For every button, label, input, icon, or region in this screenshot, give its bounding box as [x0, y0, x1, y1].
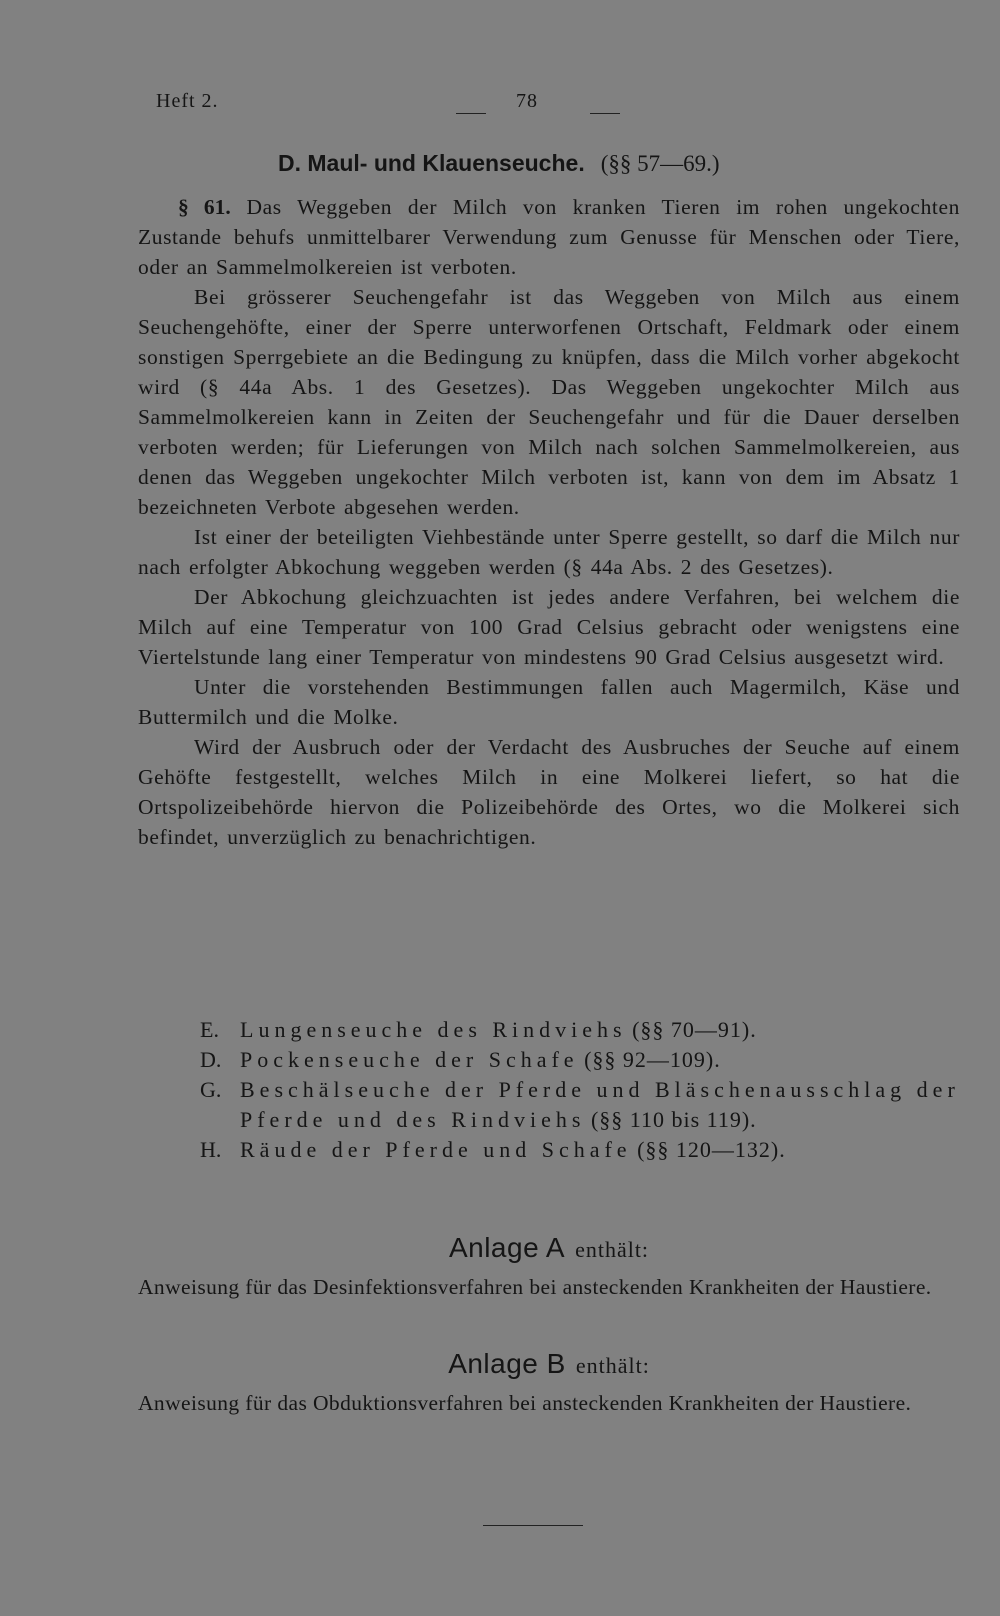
appendix-b [138, 1348, 960, 1418]
appendix-description: Anweisung für das Obduktionsverfahren bei ansteckenden Krankheiten der Haustiere. [138, 1391, 912, 1415]
appendix-suffix: enthält: [575, 1353, 650, 1378]
paragraph-number: § 61. [178, 195, 231, 219]
section-list-item [138, 1075, 960, 1135]
end-divider [483, 1525, 583, 1526]
section-list-title: Räude der Pferde und Schafe [240, 1137, 632, 1162]
document-page [138, 80, 960, 1580]
issue-label: Heft 2. [156, 90, 219, 112]
section-list-item [138, 1135, 960, 1165]
appendix-a [138, 1232, 960, 1302]
section-list-title: Beschälseuche der Pferde und Bläschenausschlag der Pferde und des Rindviehs [240, 1077, 960, 1132]
section-letter: E. [200, 1017, 219, 1042]
section-letter: G. [200, 1077, 222, 1102]
appendix-heading [138, 1232, 960, 1264]
section-title [278, 150, 720, 177]
section-list-item [138, 1045, 960, 1075]
section-letter: D. [200, 1047, 222, 1072]
page-header [138, 90, 960, 120]
section-list-item [138, 1015, 960, 1045]
section-list-title: Pockenseuche der Schafe [240, 1047, 579, 1072]
section-list-ref: (§§ 70—91). [632, 1017, 757, 1042]
section-list-ref: (§§ 92—109). [584, 1047, 721, 1072]
section-range: (§§ 57—69.) [600, 151, 720, 176]
header-dash-left [456, 113, 486, 114]
paragraph: Der Abkochung gleichzuachten ist jedes andere Verfahren, bei welchem die Milch auf eine Temperatur von 100 Grad Celsius gebracht oder wenigstens eine Viertelstunde lang einer Temperatur von mindestens 90 Grad Celsius ausgesetzt wird. [138, 585, 960, 669]
appendix-label: Anlage B [448, 1348, 566, 1379]
header-dash-right [590, 113, 620, 114]
section-list-ref: (§§ 110 bis 119). [590, 1107, 757, 1132]
page-number: 78 [516, 90, 538, 112]
section-list-title: Lungenseuche des Rindviehs [240, 1017, 627, 1042]
section-list [138, 1015, 960, 1165]
paragraph: Bei grösserer Seuchengefahr ist das Weggeben von Milch aus einem Seuchengehöfte, einer der Sperre unterworfenen Ortschaft, Feldmark oder einem sonstigen Sperrgebiete an die Bedingung zu knüpfen, dass die Milch vorher abgekocht wird (§ 44a Abs. 1 des Gesetzes). Das Weggeben ungekochter Milch aus Sammelmolkereien kann in Zeiten der Seuchengefahr und für die Dauer derselben verboten werden; für Lieferungen von Milch nach solchen Sammelmolkereien, aus denen das Weggeben ungekochter Milch verboten ist, kann von dem im Absatz 1 bezeichneten Verbote abgesehen werden. [138, 285, 960, 519]
paragraph [138, 192, 960, 282]
paragraph: Ist einer der beteiligten Viehbestände unter Sperre gestellt, so darf die Milch nur nach erfolgter Abkochung weggeben werden (§ 44a Abs. 2 des Gesetzes). [138, 525, 960, 579]
paragraph: Wird der Ausbruch oder der Verdacht des Ausbruches der Seuche auf einem Gehöfte festgestellt, welches Milch in eine Molkerei liefert, so hat die Ortspolizeibehörde hiervon die Polizeibehörde des Ortes, wo die Molkerei sich befindet, unverzüglich zu benachrichtigen. [138, 735, 960, 849]
paragraph-text: Das Weggeben der Milch von kranken Tieren im rohen ungekochten Zustande behufs unmittelbarer Verwendung zum Genusse für Menschen oder Tiere, oder an Sammelmolkereien ist verboten. [138, 195, 960, 279]
appendix-label: Anlage A [448, 1232, 566, 1263]
appendix-description: Anweisung für das Desinfektionsverfahren bei ansteckenden Krankheiten der Haustiere. [138, 1275, 932, 1299]
paragraph: Unter die vorstehenden Bestimmungen fallen auch Magermilch, Käse und Buttermilch und die Molke. [138, 675, 960, 729]
appendix-suffix: enthält: [575, 1237, 650, 1262]
appendix-heading [138, 1348, 960, 1380]
section-list-ref: (§§ 120—132). [637, 1137, 786, 1162]
section-title-text: D. Maul- und Klauenseuche. [278, 150, 585, 176]
body-text [138, 192, 960, 852]
section-letter: H. [200, 1137, 222, 1162]
